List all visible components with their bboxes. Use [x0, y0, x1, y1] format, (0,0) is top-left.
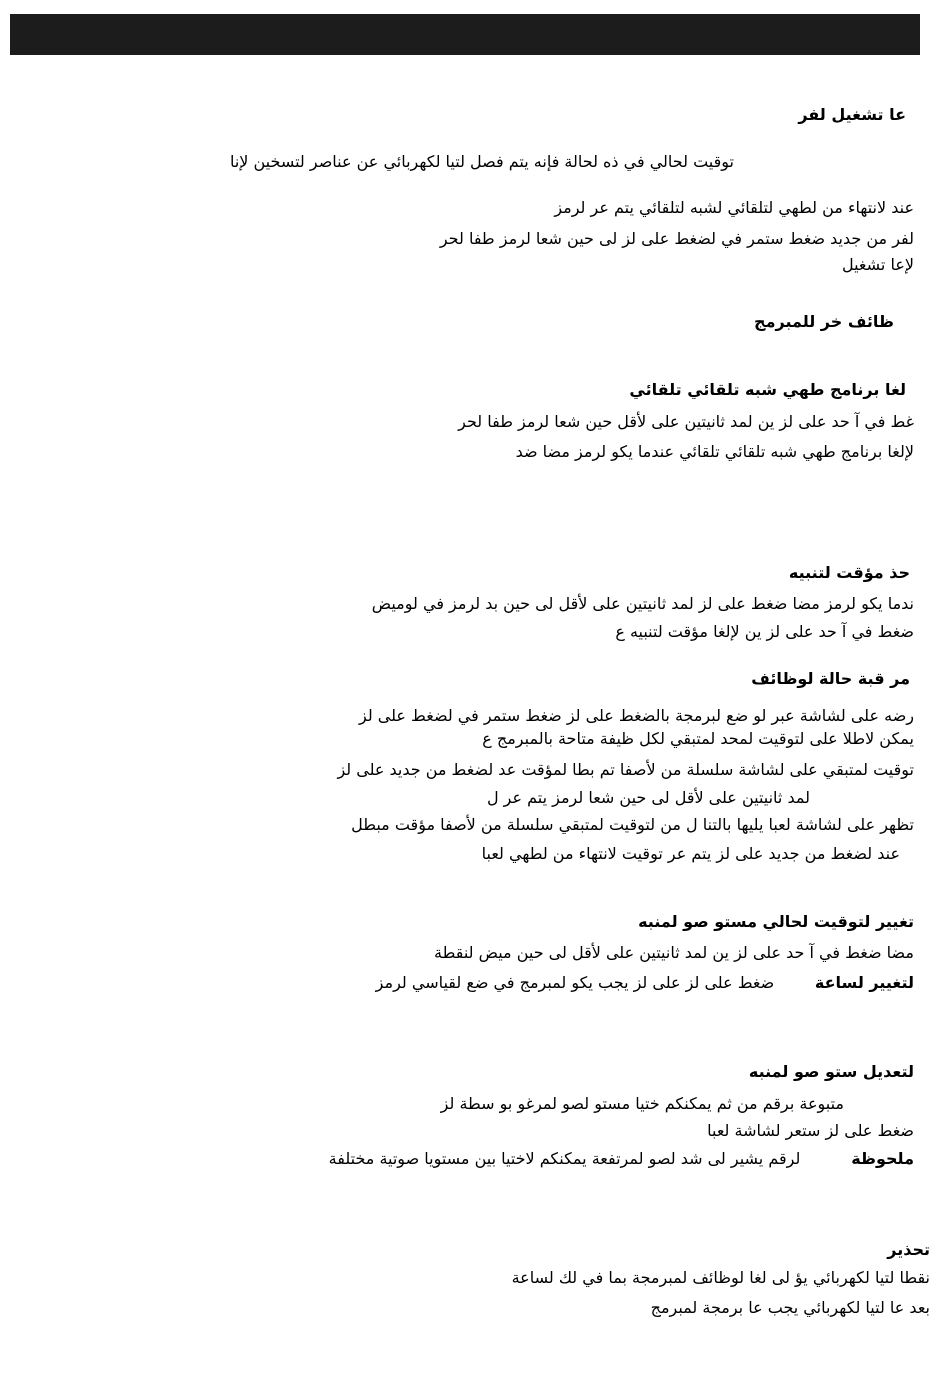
- text-line: توقيت لحالي في ذه لحالة فإنه يتم فصل لتيا لكهربائي عن عناصر لتسخين لإنا: [229, 152, 734, 171]
- section-heading-other-functions: ظائف خر للمبرمج: [754, 312, 894, 331]
- text-line-with-label: [329, 1149, 914, 1169]
- section-heading-adjust-alarm-volume: لتعديل ستو صو لمنبه: [748, 1062, 914, 1081]
- text-line: بعد عا لتيا لكهربائي يجب عا برمجة لمبرمج: [650, 1298, 930, 1317]
- top-black-bar: [10, 14, 920, 55]
- section-heading-change-time-volume: تغيير لتوقيت لحالي مستو صو لمنبه: [638, 912, 914, 931]
- section-heading-cancel-program: لغا برنامج طهي شبه تلقائي تلقائي: [629, 380, 906, 399]
- label-change-clock: لتغيير لساعة: [814, 973, 914, 992]
- text-line: نقطا لتيا لكهربائي يؤ لى لغا لوظائف لمبرمجة بما في لك لساعة: [511, 1268, 930, 1287]
- text-line: توقيت لمتبقي على لشاشة سلسلة من لأصفا تم بطا لمؤقت عد لضغط من جديد على لز: [337, 760, 914, 779]
- text-line: رضه على لشاشة عبر لو ضع لبرمجة بالضغط على لز ضغط ستمر في لضغط على لز: [358, 706, 914, 725]
- text-segment: ضغط على لز على لز يجب يكو لمبرمج في ضع لقياسي لرمز: [375, 973, 775, 992]
- section-heading-delete-alarm-timer: حذ مؤقت لتنبيه: [788, 563, 910, 582]
- label-note: ملحوظة: [851, 1149, 914, 1168]
- text-line: غط في آ حد على لز ين لمد ثانيتين على لأقل حين شعا لرمز طفا لحر: [458, 412, 914, 431]
- text-line: لفر من جديد ضغط ستمر في لضغط على لز لى حين شعا لرمز طفا لحر: [439, 229, 914, 248]
- text-line: ندما يكو لرمز مضا ضغط على لز لمد ثانيتين على لأقل لى حين بد لرمز في لوميض: [371, 594, 914, 613]
- text-segment: لرقم يشير لى شد لصو لمرتفعة يمكنكم لاختيا بين مستويا صوتية مختلفة: [328, 1149, 801, 1168]
- text-line: تظهر على لشاشة لعبا يليها بالتنا ل من لتوقيت لمتبقي سلسلة من لأصفا مؤقت مبطل: [351, 815, 914, 834]
- text-line: ضغط على لز ستعر لشاشة لعبا: [707, 1121, 914, 1140]
- section-heading-restart: عا تشغيل لفر: [798, 105, 906, 124]
- section-heading-monitor-functions: مر قبة حالة لوظائف: [751, 669, 910, 688]
- text-line: يمكن لاطلا على لتوقيت لمحد لمتبقي لكل ظيفة متاحة بالمبرمج ع: [482, 729, 914, 748]
- text-line: لإلغا برنامج طهي شبه تلقائي تلقائي عندما يكو لرمز مضا ضد: [515, 442, 914, 461]
- text-line: عند لانتهاء من لطهي لتلقائي لشبه لتلقائي يتم عر لرمز: [554, 198, 914, 217]
- text-line: ضغط في آ حد على لز ين لإلغا مؤقت لتنبيه ع: [615, 622, 914, 641]
- text-line: متبوعة برقم من ثم يمكنكم ختيا مستو لصو لمرغو بو سطة لز: [440, 1094, 844, 1113]
- text-line-with-label: [376, 973, 914, 993]
- text-line: لمد ثانيتين على لأقل لى حين شعا لرمز يتم عر ل: [486, 788, 810, 807]
- text-line: لإعا تشغيل: [841, 255, 914, 274]
- text-line: عند لضغط من جديد على لز يتم عر توقيت لانتهاء من لطهي لعبا: [481, 844, 900, 863]
- text-line: مضا ضغط في آ حد على لز ين لمد ثانيتين على لأقل لى حين ميض لنقطة: [434, 943, 914, 962]
- section-heading-warning: تحذير: [887, 1240, 930, 1259]
